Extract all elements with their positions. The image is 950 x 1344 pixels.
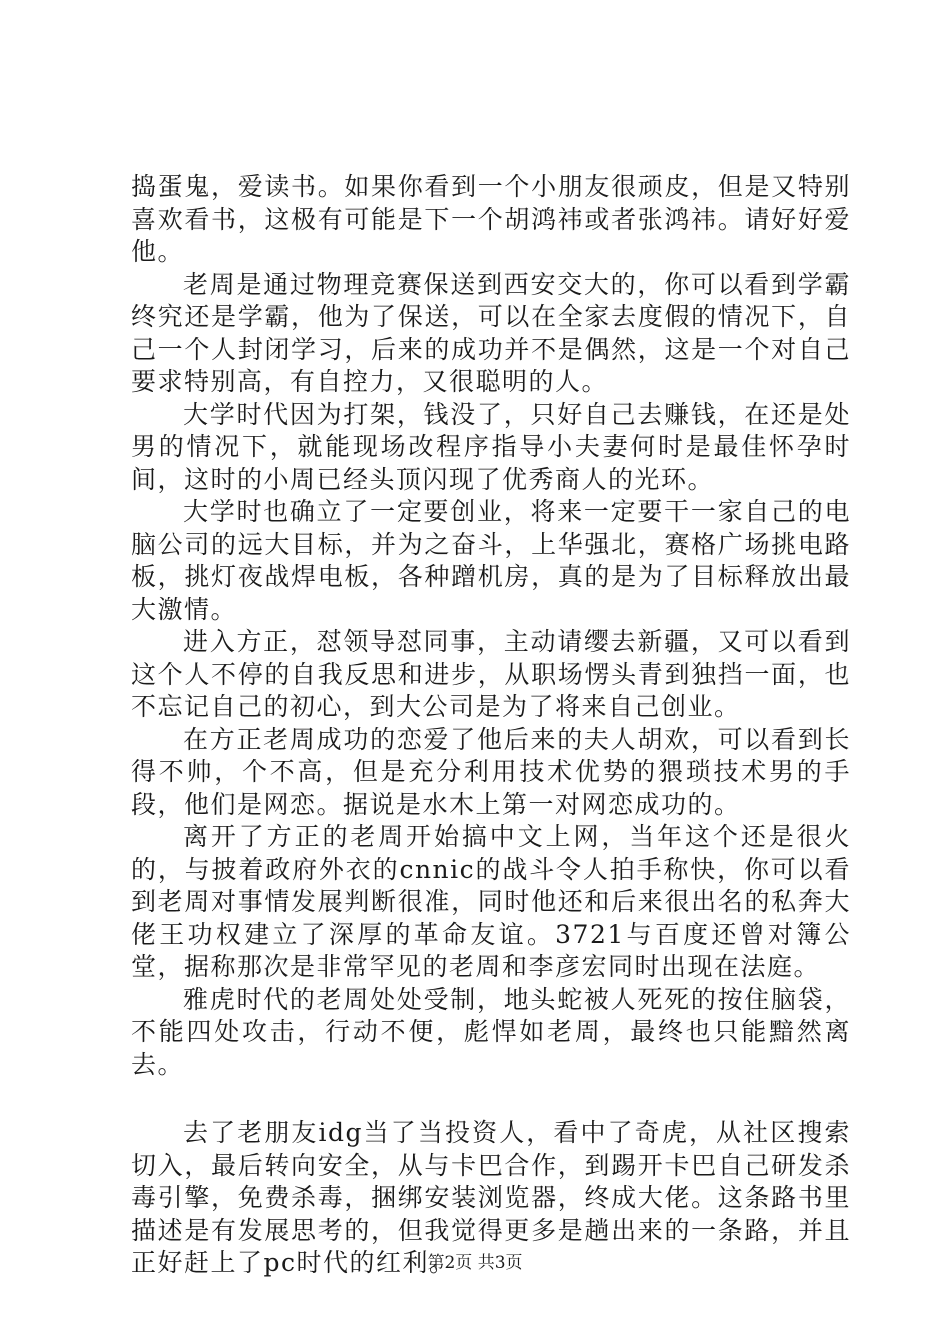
- paragraph-fangzheng: 进入方正，怼领导怼同事，主动请缨去新疆，又可以看到这个人不停的自我反思和进步，从职场愣头青到独挡一面，也不忘记自己的初心，到大公司是为了将来自己创业。: [131, 627, 851, 721]
- page-footer: 第2页 共3页: [427, 1253, 523, 1273]
- paragraph-continuation: 捣蛋鬼，爱读书。如果你看到一个小朋友很顽皮，但是又特别喜欢看书，这极有可能是下一个胡鸿祎或者张鸿祎。请好好爱他。: [131, 172, 851, 266]
- paragraph-daxue-dajia: 大学时代因为打架，钱没了，只好自己去赚钱，在还是处男的情况下，就能现场改程序指导小夫妻何时是最佳怀孕时间，这时的小周已经头顶闪现了优秀商人的光环。: [131, 399, 851, 494]
- paragraph-zhongwen-shangwang: 离开了方正的老周开始搞中文上网，当年这个还是很火的，与披着政府外衣的cnnic的战斗令人拍手称快，你可以看到老周对事情发展判断很准，同时他还和后来很出名的私奔大佬王功权建立了深厚的革命友谊。3721与百度还曾对簿公堂，据称那次是非常罕见的老周和李彦宏同时出现在法庭。: [131, 822, 851, 981]
- paragraph-yahu: 雅虎时代的老周处处受制，地头蛇被人死死的按住脑袋，不能四处攻击，行动不便，彪悍如老周，最终也只能黯然离去。: [131, 984, 851, 1079]
- paragraph-lianai: 在方正老周成功的恋爱了他后来的夫人胡欢，可以看到长得不帅，个不高，但是充分利用技术优势的猥琐技术男的手段，他们是网恋。据说是水木上第一对网恋成功的。: [131, 724, 851, 819]
- paragraph-qihu: 去了老朋友idg当了当投资人，看中了奇虎，从社区搜索切入，最后转向安全，从与卡巴合作，到踢开卡巴自己研发杀毒引擎，免费杀毒，捆绑安装浏览器，终成大佬。这条路书里描述是有发展思考的，但我觉得更多是趟出来的一条路，并且正好赶上了pc时代的红利。: [131, 1118, 851, 1277]
- paragraph-daxue-chuangye: 大学时也确立了一定要创业，将来一定要干一家自己的电脑公司的远大目标，并为之奋斗，上华强北，赛格广场挑电路板，挑灯夜战焊电板，各种蹭机房，真的是为了目标释放出最大激情。: [131, 497, 851, 624]
- paragraph-baosong: 老周是通过物理竞赛保送到西安交大的，你可以看到学霸终究还是学霸，他为了保送，可以在全家去度假的情况下，自己一个人封闭学习，后来的成功并不是偶然，这是一个对自己要求特别高，有自控力，又很聪明的人。: [131, 269, 851, 396]
- body-text: [131, 171, 851, 1280]
